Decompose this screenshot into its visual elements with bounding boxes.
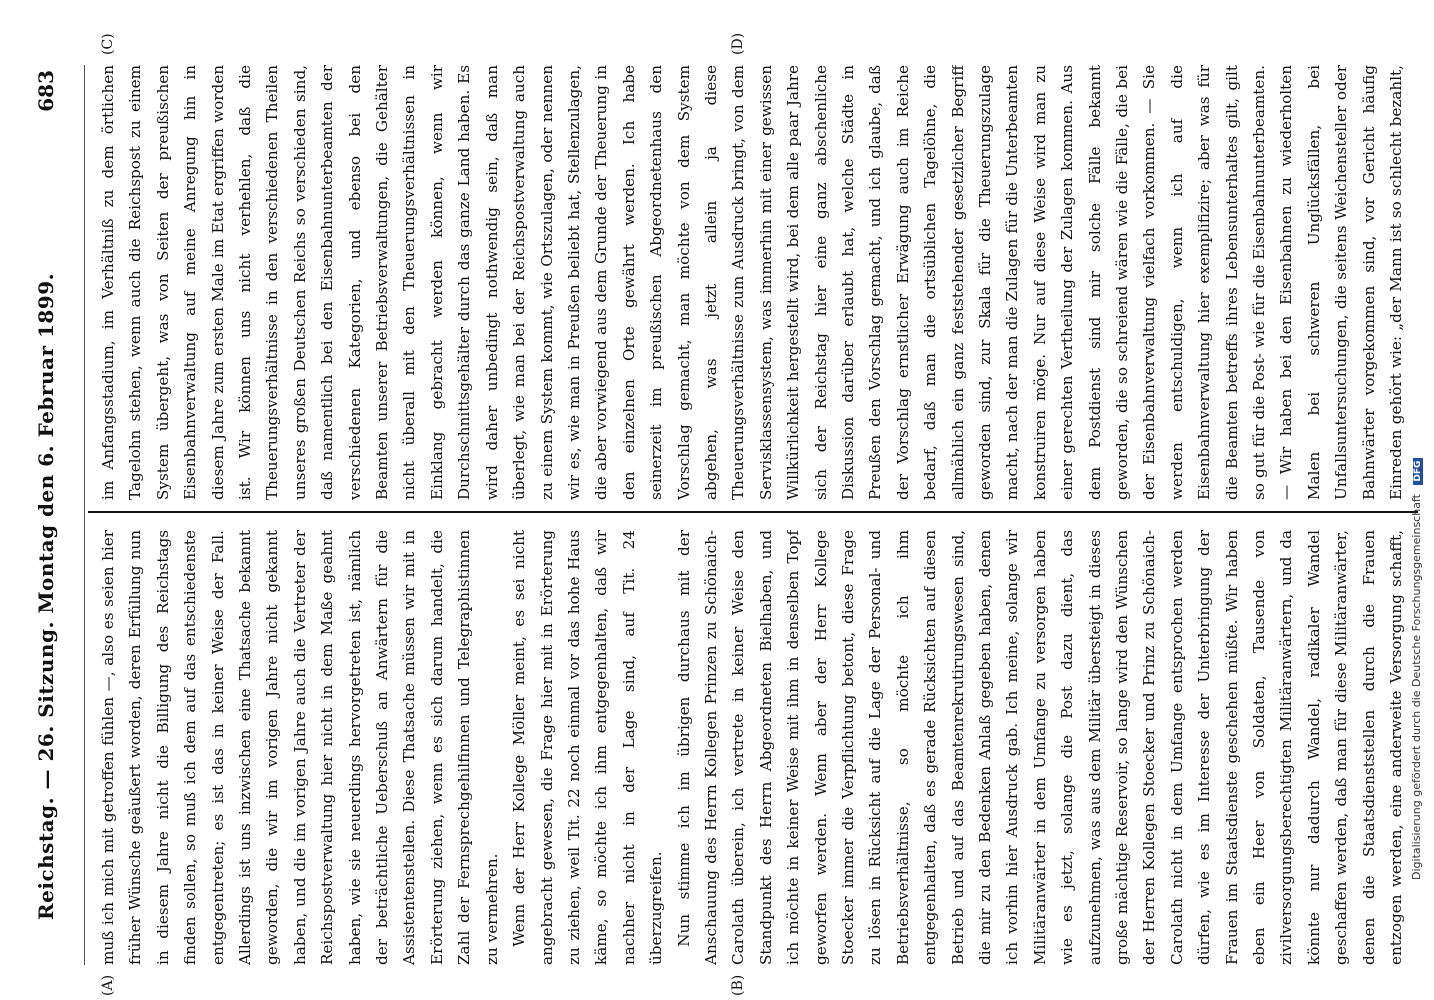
dfg-logo: DFG: [1413, 458, 1423, 485]
left-column: [95, 530, 1415, 965]
paragraph: im Anfangsstadium, im Verhältniß zu dem örtlichen Tagelohn stehen, wenn auch die Reichspost zu einem System übergeht, was von Seiten der preußischen Eisenbahnverwaltung auf meine Anregung hin in diesem Jahre zum ersten Male im Etat ergriffen worden ist. Wir können uns nicht verhehlen, daß die Theuerungsverhältnisse in den verschiedenen Theilen unseres großen Deutschen Reichs so verschieden sind, daß namentlich bei den Eisenbahnunterbeamten der verschiedenen Kategorien, und ebenso bei den Beamten unserer Betriebsverwaltungen, die Gehälter nicht überall mit den Theuerungsverhältnissen in Einklang gebracht werden können, wenn wir Durchschnittsgehälter durch das ganze Land haben. Es wird daher unbedingt nothwendig sein, daß man überlegt, wie man bei der Reichspostverwaltung auch zu einem System kommt, wie Ortszulagen, oder nennen wir es, wie man in Preußen beliebt hat, Stellenzulagen, die aber vorwiegend aus dem Grunde der Theuerung in den einzelnen Orte gewährt werden. Ich habe seinerzeit im preußischen Abgeordnetenhaus den Vorschlag gemacht, man möchte von dem System abgehen, was jetzt allein ja diese Theuerungsverhältnisse zum Ausdruck bringt, von dem Servisklassensystem, was immerhin mit einer gewissen Willkürlichkeit hergestellt wird, bei dem alle paar Jahre sich der Reichstag hier eine ganz abschenliche Diskussion darüber erlaubt hat, welche Städte in Preußen den Vorschlag gemacht, und ich glaube, daß der Vorschlag ernstlicher Erwägung auch im Reiche bedarf, daß man die ortsüblichen Tagelöhne, die allmählich ein ganz feststehender gesetzlicher Begriff geworden sind, zur Skala für die Theuerungszulage macht, nach der man die Zulagen für die Unterbeamten konstruiren möge. Nur auf diese Weise wird man zu einer gerechten Vertheilung der Zulagen kommen. Aus dem Postdienst sind mir solche Fälle bekannt geworden, die so schreiend wären wie die Fälle, die bei der Eisenbahnverwaltung vielfach vorkommen. — Sie werden entschuldigen, wenn ich auf die Eisenbahnverwaltung hier exemplifizire; aber was für die Beamten betreffs ihres Lebensunterhaltes gilt, gilt so gut für die Post- wie für die Eisenbahnunterbeamten. — Wir haben bei den Eisenbahnen zu wiederholten Malen bei schweren Unglücksfällen, bei Unfallsuntersuchungen, die seitens Weichensteller oder Bahnwärter vorgekommen sind, vor Gericht häufig Einreden gehört wie: „der Mann ist so schlecht bezahlt,: [99, 65, 1406, 500]
header-divider: [84, 65, 85, 965]
header-title: Reichstag. — 26. Sitzung. Montag den 6. Februar 1899.: [34, 272, 58, 920]
right-column: [95, 65, 1415, 500]
page-header: [20, 70, 80, 920]
margin-marker-a: (A): [100, 974, 116, 996]
page-number: 683: [34, 70, 58, 112]
credit-text: Digitalisierung gefördert durch die Deutsche Forschungsgemeinschaft: [1410, 494, 1423, 880]
digitization-credit: [1410, 120, 1430, 880]
column-divider: [88, 511, 1418, 513]
paragraph: Nun stimme ich im übrigen durchaus mit der Anschauung des Herrn Kollegen Prinzen zu Schönaich-Carolath überein, ich vertrete in keiner Weise den Standpunkt des Herrn Abgeordneten Bielhaben, und ich möchte in keiner Weise mit ihm in denselben Topf geworfen werden. Wenn aber der Herr Kollege Stoecker immer die Verpflichtung betont, diese Frage zu lösen in Rücksicht auf die Lage der Personal- und Betriebsverhältnisse, so möchte ich ihm entgegenhalten, daß es gerade Rücksichten auf diesen Betrieb und auf das Beamtenrekrutirungswesen sind, die mir zu den Bedenken Anlaß gegeben haben, denen ich vorhin hier Ausdruck gab. Ich meine, solange wir Militäranwärter in dem Umfange zu versorgen haben wie es jetzt, solange die Post dazu dient, das aufzunehmen, was aus dem Militär übersteigt in dieses große mächtige Reservoir, so lange wird den Wünschen der Herren Kollegen Stoecker und Prinz zu Schönaich-Carolath nicht in dem Umfange entsprochen werden dürfen, wie es im Interesse der Unterbringung der Frauen im Staatsdienste geschehen müßte. Wir haben eben ein Heer von Soldaten, Tausende von zivilversorgungsberechtigten Militäranwärtern, und da könnte nur dadurch Wandel, radikaler Wandel geschaffen werden, daß man für diese Militäranwärter, denen die Staatsdienststellen durch die Frauen entzogen werden, eine anderweite Versorgung schafft,: [674, 530, 1406, 965]
margin-marker-d: (D): [730, 32, 746, 55]
paragraph: muß ich mich mit getroffen fühlen —, also es seien hier früher Wünsche geäußert worden, deren Erfüllung nun in diesem Jahre nicht die Billigung des Reichstags finden sollen, so muß ich dem auf das entschiedenste entgegentreten; es ist das in keiner Weise der Fall. Allerdings ist uns inzwischen eine Thatsache bekannt geworden, die wir im vorigen Jahre nicht gekannt haben, und die im vorigen Jahre auch die Vertreter der Reichspostverwaltung hier nicht in dem Maße geahnt haben, wie sie neuerdings hervorgetreten ist, nämlich der beträchtliche Ueberschuß an Anwärtern für die Assistentenstellen. Diese Thatsache müssen wir mit in Erörterung ziehen, wenn es sich darum handelt, die Zahl der Fernsprechgehilfinnen und Telegraphistinnen zu vermehren.: [99, 530, 501, 965]
margin-marker-b: (B): [730, 974, 746, 996]
paragraph: Wenn der Herr Kollege Möller meint, es sei nicht angebracht gewesen, die Frage hier mit in Erörterung zu ziehen, weil Tit. 22 noch einmal vor das hohe Haus käme, so möchte ich ihm entgegenhalten, daß wir nachher nicht in der Lage sind, auf Tit. 24 überzugreifen.: [510, 530, 666, 965]
margin-marker-c: (C): [100, 33, 116, 55]
